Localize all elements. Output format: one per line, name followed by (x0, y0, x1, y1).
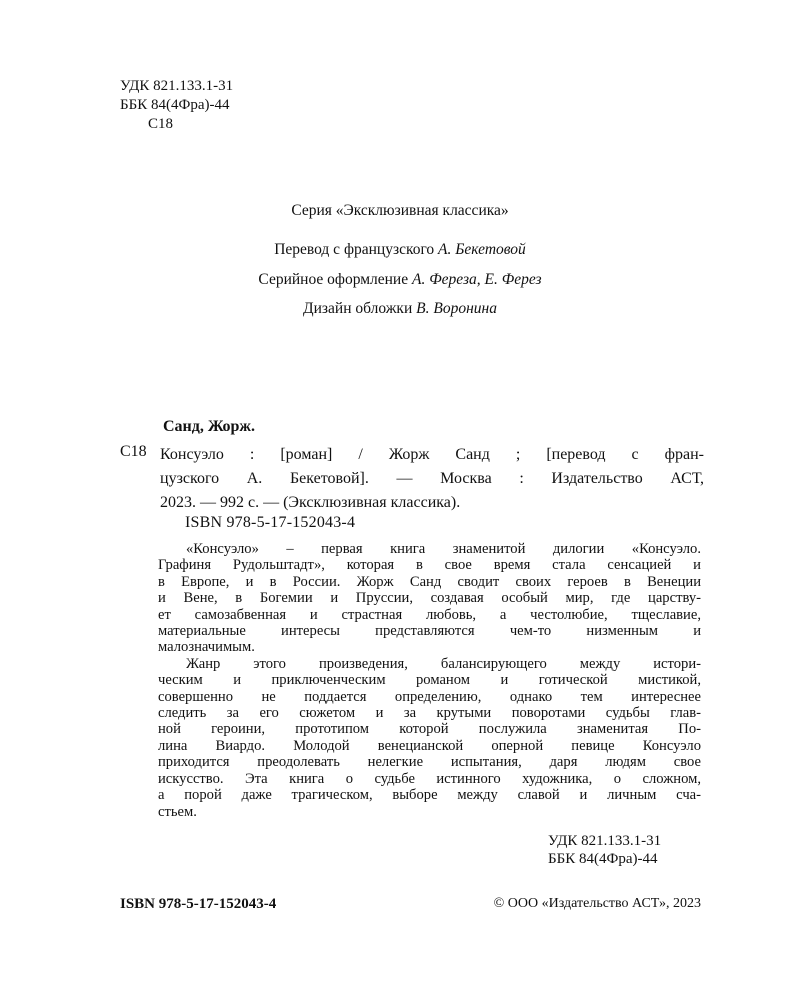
annotation-line: «Консуэло» – первая книга знаменитой дилогии «Консуэло. (186, 541, 701, 557)
annotation-line: а порой даже трагическом, выборе между славой и личным сча- (158, 787, 701, 804)
udk-code-bottom: УДК 821.133.1-31 (548, 833, 662, 849)
annotation-line: ет самозабвенная и страстная любовь, а честолюбие, тщеславие, (158, 606, 701, 623)
annotation-line: материальные интересы представляются чем-то низменным и (158, 623, 701, 640)
annotation-line: ной героини, прототипом которой послужила знаменитая По- (158, 721, 701, 738)
annotation-line: совершенно не поддается определению, однако тем интереснее (158, 688, 701, 705)
series-line: Серия «Эксклюзивная классика» (291, 202, 509, 219)
catalog-author-heading: Санд, Жорж. (163, 418, 255, 435)
annotation-line: в Европе, и в России. Жорж Санд сводит своих героев в Венеции (158, 573, 701, 590)
bbk-code-bottom: ББК 84(4Фра)-44 (548, 851, 658, 867)
footer-isbn: ISBN 978-5-17-152043-4 (120, 896, 277, 912)
bbk-code: ББК 84(4Фра)-44 (120, 97, 230, 113)
annotation-line: Графиня Рудольштадт», которая в свое время стала сенсацией и (158, 557, 701, 574)
translation-label: Перевод с французского (274, 241, 439, 258)
annotation-line: Жанр этого произведения, балансирующего между истори- (186, 655, 701, 672)
annotation (158, 541, 701, 820)
annotation-line: стьем. (158, 803, 197, 820)
cover-design-credit (0, 300, 800, 318)
classification-block-bottom (548, 832, 661, 868)
annotation-line: лина Виардо. Молодой венецианской оперной певице Консуэло (158, 737, 701, 754)
annotation-line: искусство. Эта книга о судьбе истинного художника, о сложном, (158, 770, 701, 787)
catalog-line: 2023. — 992 с. — (Эксклюзивная классика). (160, 494, 461, 511)
catalog-line: Консуэло : [роман] / Жорж Санд ; [перевод с фран- (160, 446, 704, 463)
catalog-author-mark: С18 (120, 443, 147, 460)
series-designer-names: А. Фереза, Е. Ферез (411, 271, 542, 288)
annotation-line: и Вене, в Богемии и Пруссии, создавая особый мир, где царству- (158, 590, 701, 607)
copyright-notice: © ООО «Издательство АСТ», 2023 (493, 896, 701, 911)
cover-design-label: Дизайн обложки (303, 300, 417, 317)
catalog-isbn: ISBN 978-5-17-152043-4 (185, 514, 356, 531)
classification-block-top (120, 77, 233, 134)
annotation-line: следить за его сюжетом и за крутыми поворотами судьбы глав- (158, 705, 701, 722)
annotation-line: приходится преодолевать нелегкие испытания, даря людям свое (158, 754, 701, 771)
translator-name: А. Бекетовой (438, 241, 526, 258)
annotation-line: малозначимым. (158, 639, 255, 656)
catalog-description (160, 443, 704, 515)
cover-designer-name: В. Воронина (416, 300, 497, 317)
annotation-line: ческим и приключенческим романом и готической мистикой, (158, 672, 701, 689)
udk-code: УДК 821.133.1-31 (120, 78, 234, 94)
translation-credit (0, 241, 800, 259)
series-design-credit (0, 271, 800, 289)
catalog-line: цузского А. Бекетовой]. — Москва : Издательство АСТ, (160, 470, 704, 487)
author-mark: С18 (148, 116, 174, 132)
series-design-label: Серийное оформление (258, 271, 412, 288)
